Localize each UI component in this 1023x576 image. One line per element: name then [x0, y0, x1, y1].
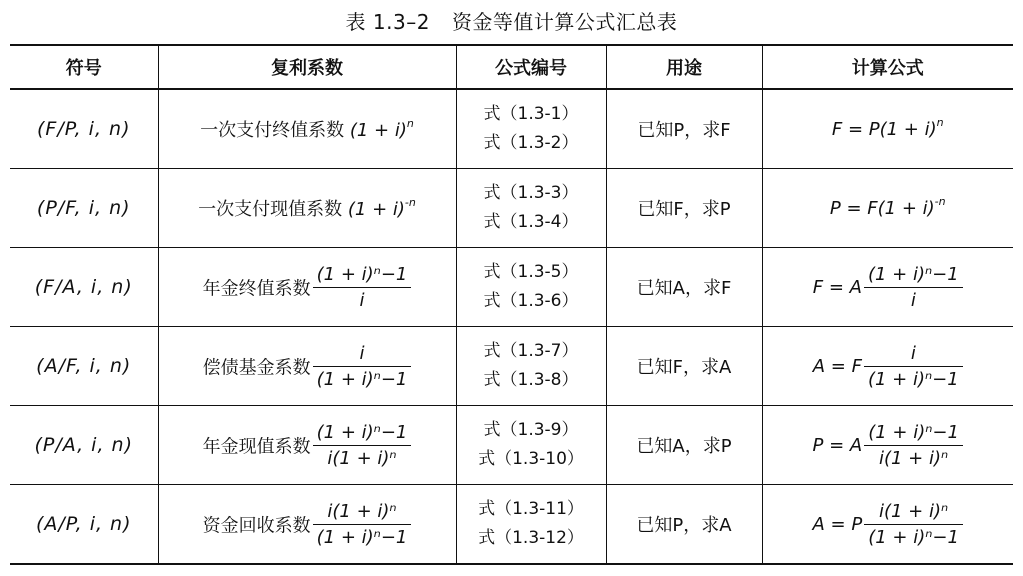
- equation-number: 式（1.3-11）: [478, 499, 584, 519]
- formula-lhs: F = A: [812, 276, 862, 298]
- table-row: [10, 248, 1013, 327]
- factor-label: 年金现值系数: [202, 436, 311, 457]
- formula-expression: (1 + i): [879, 118, 937, 140]
- formula-lhs: P = A: [812, 434, 863, 456]
- fraction-denominator: (1 + i)ⁿ−1: [316, 368, 408, 390]
- equation-number: 式（1.3-9）: [483, 420, 579, 440]
- equation-number-cell: [456, 248, 606, 327]
- formula-cell: [762, 406, 1013, 485]
- equation-number-cell: [456, 485, 606, 565]
- formula-cell: [762, 485, 1013, 565]
- fraction-denominator: (1 + i)ⁿ−1: [868, 526, 959, 548]
- symbol-cell: (A/P, i, n): [35, 513, 132, 535]
- table-row: [10, 406, 1013, 485]
- fraction-numerator: (1 + i)ⁿ−1: [864, 420, 963, 446]
- usage-cell: 已知F，求P: [606, 169, 762, 248]
- equation-number: 式（1.3-6）: [483, 291, 579, 311]
- equation-number: 式（1.3-10）: [478, 449, 584, 469]
- factor-cell: [158, 89, 456, 169]
- equation-number-cell: [456, 406, 606, 485]
- fraction-denominator: i(1 + i)ⁿ: [327, 447, 397, 469]
- factor-cell: [158, 248, 456, 327]
- factor-label: 年金终值系数: [202, 278, 311, 299]
- usage-cell: 已知A，求P: [606, 406, 762, 485]
- factor-fraction: [313, 341, 412, 392]
- factor-cell: [158, 485, 456, 565]
- symbol-cell: (F/A, i, n): [10, 248, 158, 327]
- fraction-denominator: i: [910, 289, 916, 311]
- fraction-numerator: (1 + i)ⁿ−1: [313, 420, 412, 446]
- equation-number: 式（1.3-7）: [483, 341, 579, 361]
- usage-cell: 已知F，求A: [606, 327, 762, 406]
- formula-cell: [762, 248, 1013, 327]
- factor-cell: [158, 327, 456, 406]
- factor-label: 偿债基金系数: [202, 357, 311, 378]
- factor-exponent: n: [406, 117, 414, 130]
- header-formula: 计算公式: [762, 45, 1013, 89]
- formula-cell: [762, 89, 1013, 169]
- formula-fraction: [864, 499, 963, 550]
- table-title: 资金等值计算公式汇总表: [451, 10, 678, 34]
- fraction-denominator: (1 + i)ⁿ−1: [867, 368, 959, 390]
- formula-lhs: F = P: [831, 118, 880, 140]
- factor-fraction: [313, 420, 412, 471]
- header-usage: 用途: [606, 45, 762, 89]
- factor-label: 一次支付现值系数: [198, 199, 343, 220]
- usage-cell: 已知P，求F: [606, 89, 762, 169]
- table-header-row: [10, 45, 1013, 89]
- fraction-numerator: (1 + i)ⁿ−1: [313, 262, 412, 288]
- formula-lhs: A = F: [812, 355, 862, 377]
- formula-cell: [762, 327, 1013, 406]
- table-caption: [0, 6, 1023, 35]
- equation-number-cell: [456, 169, 606, 248]
- factor-label: 资金回收系数: [202, 515, 311, 536]
- table-row: [10, 169, 1013, 248]
- table-number: 表 1.3–2: [345, 10, 430, 34]
- table-row: [10, 89, 1013, 169]
- symbol-cell: (F/P, i, n): [10, 89, 158, 169]
- formula-summary-table: [10, 44, 1013, 565]
- fraction-numerator: i: [864, 341, 963, 367]
- factor-expression: (1 + i): [347, 199, 405, 220]
- formula-exponent: n: [936, 115, 944, 129]
- table-row: [10, 485, 1013, 565]
- usage-cell: 已知P，求A: [606, 485, 762, 565]
- formula-fraction: [864, 420, 963, 471]
- factor-cell: [158, 169, 456, 248]
- equation-number: 式（1.3-3）: [483, 183, 579, 203]
- fraction-denominator: i(1 + i)ⁿ: [878, 447, 949, 469]
- equation-number: 式（1.3-1）: [483, 104, 579, 124]
- header-symbol: 符号: [10, 45, 158, 89]
- factor-fraction: [313, 262, 412, 313]
- formula-lhs: A = P: [812, 513, 863, 535]
- equation-number: 式（1.3-8）: [483, 370, 579, 390]
- formula-cell: [762, 169, 1013, 248]
- factor-fraction: [313, 499, 412, 550]
- equation-number: 式（1.3-5）: [483, 262, 579, 282]
- fraction-numerator: i(1 + i)ⁿ: [313, 499, 412, 525]
- equation-number: 式（1.3-4）: [483, 212, 579, 232]
- usage-cell: 已知A，求F: [606, 248, 762, 327]
- header-factor: 复利系数: [158, 45, 456, 89]
- factor-cell: [158, 406, 456, 485]
- fraction-numerator: (1 + i)ⁿ−1: [864, 262, 963, 288]
- fraction-denominator: i: [359, 289, 365, 311]
- equation-number-cell: [456, 327, 606, 406]
- formula-exponent: -n: [934, 194, 946, 208]
- factor-exponent: -n: [404, 196, 416, 209]
- fraction-numerator: i: [313, 341, 412, 367]
- fraction-numerator: i(1 + i)ⁿ: [864, 499, 963, 525]
- symbol-cell: (P/A, i, n): [10, 406, 158, 485]
- symbol-cell: (P/F, i, n): [10, 169, 158, 248]
- formula-fraction: [864, 341, 963, 392]
- equation-number-cell: [456, 89, 606, 169]
- table-row: [10, 327, 1013, 406]
- symbol-cell: (A/F, i, n): [10, 327, 158, 406]
- equation-number: 式（1.3-2）: [483, 133, 579, 153]
- fraction-denominator: (1 + i)ⁿ−1: [316, 526, 408, 548]
- formula-expression: (1 + i): [877, 197, 935, 219]
- formula-fraction: [864, 262, 963, 313]
- factor-expression: (1 + i): [349, 120, 407, 141]
- header-equation-number: 公式编号: [456, 45, 606, 89]
- formula-lhs: P = F: [829, 197, 878, 219]
- factor-label: 一次支付终值系数: [200, 120, 345, 141]
- equation-number: 式（1.3-12）: [478, 528, 584, 548]
